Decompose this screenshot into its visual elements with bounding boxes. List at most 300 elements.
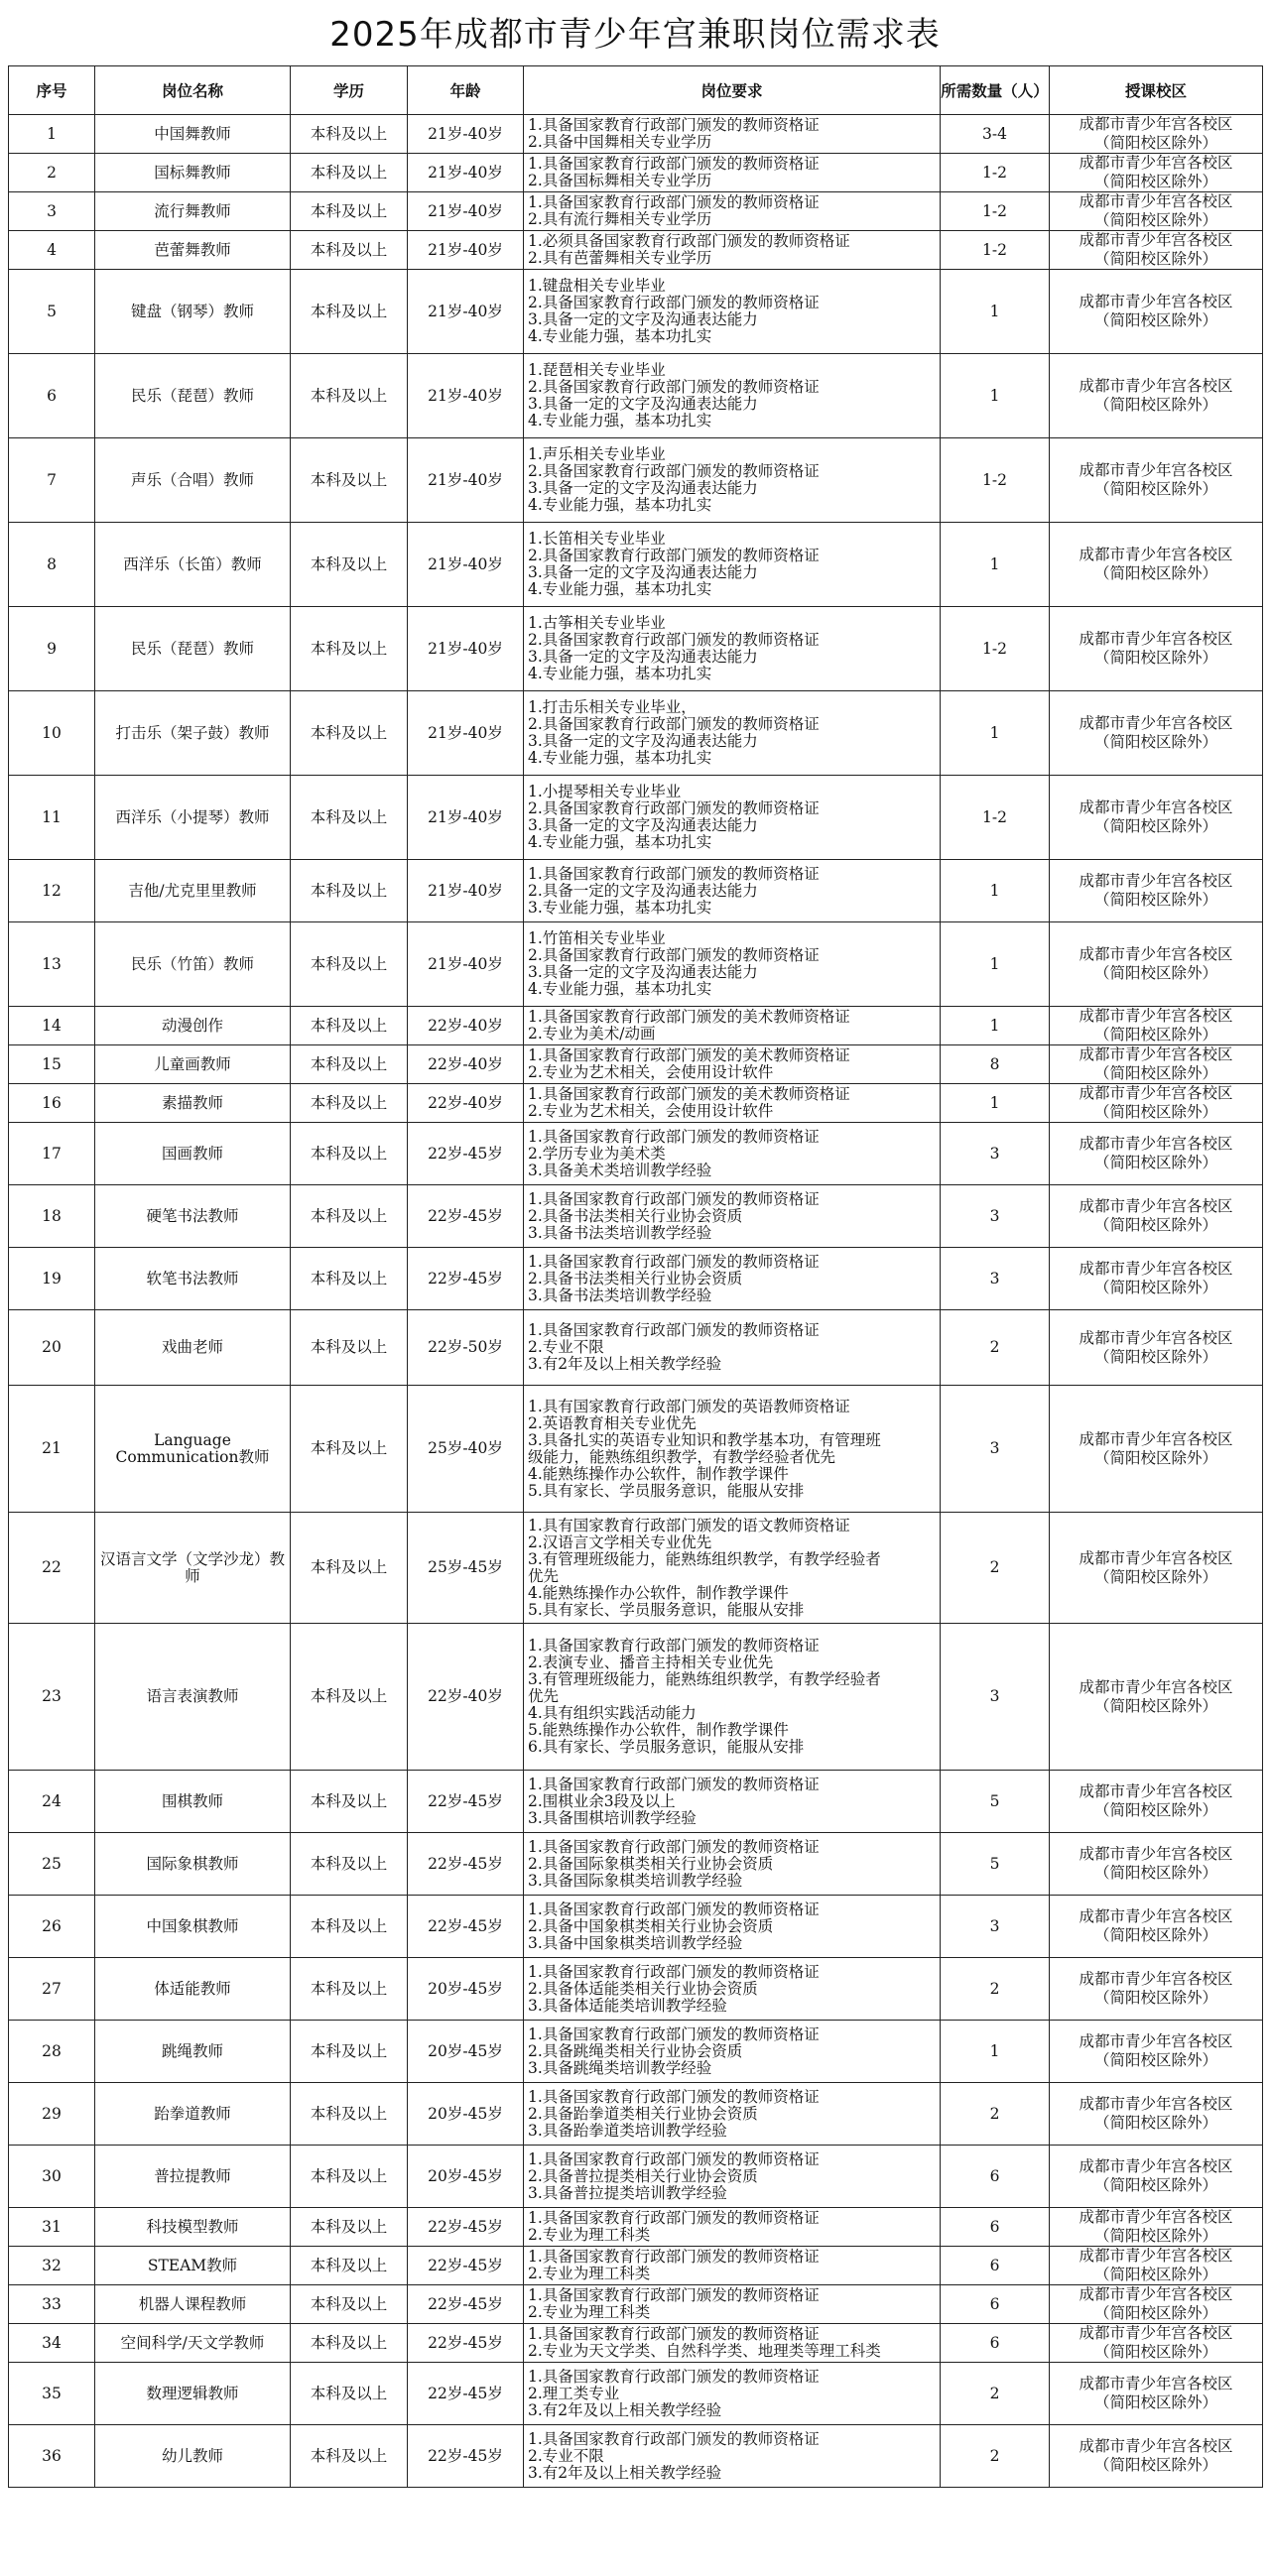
headcount: 3	[941, 1386, 1050, 1513]
table-row	[9, 2363, 1263, 2425]
headcount: 2	[941, 2083, 1050, 2146]
table-row	[9, 2146, 1263, 2208]
education-level: 本科及以上	[291, 2083, 408, 2146]
campus-cell	[1050, 270, 1263, 354]
requirement-line: 1.具备国家教育行政部门颁发的教师资格证	[528, 2429, 820, 2448]
requirements-cell	[524, 1045, 941, 1084]
requirement-line: 1.具备国家教育行政部门颁发的教师资格证	[528, 2149, 820, 2168]
education-level: 本科及以上	[291, 2146, 408, 2208]
education-level: 本科及以上	[291, 1007, 408, 1045]
requirement-line: 2.具备国际象棋类相关行业协会资质	[528, 1854, 774, 1873]
headcount: 1-2	[941, 776, 1050, 860]
campus-cell	[1050, 1513, 1263, 1624]
headcount: 5	[941, 1833, 1050, 1896]
requirements-cell	[524, 2425, 941, 2488]
requirement-line: 1.具备国家教育行政部门颁发的教师资格证	[528, 864, 820, 883]
position-name: 流行舞教师	[95, 192, 291, 231]
requirement-line: 2.专业为美术/动画	[528, 1025, 656, 1043]
campus-line: 成都市青少年宫各校区	[1079, 2285, 1233, 2303]
education-level: 本科及以上	[291, 192, 408, 231]
campus-cell	[1050, 115, 1263, 154]
position-name: 机器人课程教师	[95, 2285, 291, 2324]
campus-line: 成都市青少年宫各校区	[1079, 546, 1233, 563]
table-row	[9, 115, 1263, 154]
campus-cell	[1050, 231, 1263, 270]
table-row	[9, 2208, 1263, 2247]
campus-line: （简阳校区除外）	[1093, 1154, 1217, 1171]
table-row	[9, 1513, 1263, 1624]
education-level: 本科及以上	[291, 2021, 408, 2083]
requirement-line: 4.专业能力强，基本功扎实	[528, 580, 712, 598]
table-row	[9, 1833, 1263, 1896]
campus-cell	[1050, 1833, 1263, 1896]
requirement-line: 1.具备国家教育行政部门颁发的教师资格证	[528, 1127, 820, 1146]
campus-cell	[1050, 2247, 1263, 2285]
table-row	[9, 1084, 1263, 1123]
requirement-line: 3.有2年及以上相关教学经验	[528, 1355, 722, 1373]
campus-line: 成都市青少年宫各校区	[1079, 293, 1233, 310]
position-name: 汉语言文学（文学沙龙）教师	[95, 1513, 291, 1624]
row-number: 35	[9, 2363, 95, 2425]
education-level: 本科及以上	[291, 231, 408, 270]
row-number: 19	[9, 1248, 95, 1310]
campus-line: （简阳校区除外）	[1093, 2393, 1217, 2411]
age-range: 21岁-40岁	[408, 192, 524, 231]
row-number: 3	[9, 192, 95, 231]
requirement-line: 4.能熟练操作办公软件，制作教学课件	[528, 1464, 789, 1483]
campus-line: （简阳校区除外）	[1093, 1279, 1217, 1296]
requirement-line: 3.具备一定的文字及沟通表达能力	[528, 816, 758, 834]
age-range: 25岁-45岁	[408, 1513, 524, 1624]
requirements-cell	[524, 2083, 941, 2146]
education-level: 本科及以上	[291, 115, 408, 154]
campus-line: 成都市青少年宫各校区	[1079, 1197, 1233, 1215]
campus-line: 成都市青少年宫各校区	[1079, 377, 1233, 395]
position-name: 西洋乐（长笛）教师	[95, 523, 291, 607]
campus-line: （简阳校区除外）	[1093, 2176, 1217, 2194]
age-range: 22岁-45岁	[408, 1123, 524, 1185]
campus-cell	[1050, 1958, 1263, 2021]
campus-cell	[1050, 2285, 1263, 2324]
requirements-cell	[524, 2363, 941, 2425]
row-number: 9	[9, 607, 95, 691]
table-row	[9, 860, 1263, 922]
row-number: 20	[9, 1310, 95, 1386]
requirements-cell	[524, 1624, 941, 1771]
campus-line: （简阳校区除外）	[1093, 1989, 1217, 2007]
requirement-line: 5.具有家长、学员服务意识，能服从安排	[528, 1481, 805, 1500]
campus-cell	[1050, 776, 1263, 860]
requirement-line: 3.具备扎实的英语专业知识和教学基本功，有管理班	[528, 1430, 881, 1449]
campus-cell	[1050, 523, 1263, 607]
requirement-line: 1.声乐相关专业毕业	[528, 445, 666, 463]
campus-line: （简阳校区除外）	[1093, 564, 1217, 582]
requirement-line: 3.具备一定的文字及沟通表达能力	[528, 563, 758, 581]
table-row	[9, 1045, 1263, 1084]
requirement-line: 4.具有组织实践活动能力	[528, 1704, 697, 1722]
requirement-line: 1.竹笛相关专业毕业	[528, 929, 666, 947]
requirement-line: 1.古筝相关专业毕业	[528, 614, 666, 632]
campus-line: 成都市青少年宫各校区	[1079, 1782, 1233, 1800]
requirements-cell	[524, 860, 941, 922]
age-range: 22岁-50岁	[408, 1310, 524, 1386]
requirement-line: 1.具备国家教育行政部门颁发的教师资格证	[528, 1775, 820, 1793]
table-row	[9, 192, 1263, 231]
campus-line: （简阳校区除外）	[1093, 733, 1217, 751]
requirement-line: 3.具备体适能类培训教学经验	[528, 1996, 727, 2015]
age-range: 21岁-40岁	[408, 922, 524, 1007]
row-number: 5	[9, 270, 95, 354]
table-row	[9, 154, 1263, 192]
campus-cell	[1050, 2083, 1263, 2146]
campus-line: 成都市青少年宫各校区	[1079, 2095, 1233, 2113]
table-row	[9, 1896, 1263, 1958]
headcount: 1-2	[941, 607, 1050, 691]
campus-line: （简阳校区除外）	[1093, 1567, 1217, 1586]
headcount: 6	[941, 2324, 1050, 2363]
requirement-line: 1.键盘相关专业毕业	[528, 277, 666, 295]
row-number: 26	[9, 1896, 95, 1958]
position-name: 素描教师	[95, 1084, 291, 1123]
requirements-cell	[524, 691, 941, 776]
age-range: 22岁-40岁	[408, 1084, 524, 1123]
age-range: 22岁-45岁	[408, 2324, 524, 2363]
campus-line: 成都市青少年宫各校区	[1079, 1907, 1233, 1925]
age-range: 22岁-45岁	[408, 1833, 524, 1896]
table-row	[9, 2425, 1263, 2488]
campus-line: 成都市青少年宫各校区	[1079, 154, 1233, 172]
requirement-line: 2.具备中国舞相关专业学历	[528, 133, 712, 151]
requirement-line: 2.汉语言文学相关专业优先	[528, 1533, 712, 1551]
campus-cell	[1050, 1248, 1263, 1310]
campus-line: 成都市青少年宫各校区	[1079, 2032, 1233, 2050]
campus-cell	[1050, 1624, 1263, 1771]
age-range: 22岁-40岁	[408, 1624, 524, 1771]
requirement-line: 2.具备普拉提类相关行业协会资质	[528, 2166, 758, 2185]
position-name: 芭蕾舞教师	[95, 231, 291, 270]
campus-line: 成都市青少年宫各校区	[1079, 2157, 1233, 2175]
position-name: 西洋乐（小提琴）教师	[95, 776, 291, 860]
education-level: 本科及以上	[291, 922, 408, 1007]
row-number: 25	[9, 1833, 95, 1896]
campus-line: （简阳校区除外）	[1093, 1696, 1217, 1715]
row-number: 16	[9, 1084, 95, 1123]
headcount: 2	[941, 2363, 1050, 2425]
requirement-line: 3.具备一定的文字及沟通表达能力	[528, 732, 758, 750]
requirements-cell	[524, 192, 941, 231]
campus-line: 成都市青少年宫各校区	[1079, 115, 1233, 133]
education-level: 本科及以上	[291, 1185, 408, 1248]
headcount: 3	[941, 1896, 1050, 1958]
requirement-line: 3.具备围棋培训教学经验	[528, 1808, 697, 1827]
education-level: 本科及以上	[291, 1386, 408, 1513]
campus-line: 成都市青少年宫各校区	[1079, 714, 1233, 732]
requirement-line: 2.具备国家教育行政部门颁发的教师资格证	[528, 946, 820, 964]
age-range: 25岁-40岁	[408, 1386, 524, 1513]
campus-line: 成都市青少年宫各校区	[1079, 2375, 1233, 2392]
requirement-line: 2.具备国家教育行政部门颁发的教师资格证	[528, 547, 820, 564]
campus-line: （简阳校区除外）	[1093, 1926, 1217, 1944]
campus-cell	[1050, 691, 1263, 776]
age-range: 22岁-45岁	[408, 1896, 524, 1958]
requirement-line: 1.具备国家教育行政部门颁发的美术教师资格证	[528, 1046, 850, 1064]
position-name: 国画教师	[95, 1123, 291, 1185]
requirement-line: 3.具备书法类培训教学经验	[528, 1286, 712, 1304]
requirement-line: 2.具备跆拳道类相关行业协会资质	[528, 2104, 758, 2123]
headcount: 1-2	[941, 438, 1050, 523]
requirement-line: 2.专业不限	[528, 2446, 604, 2465]
education-level: 本科及以上	[291, 2208, 408, 2247]
table-row	[9, 1007, 1263, 1045]
campus-cell	[1050, 922, 1263, 1007]
headcount: 8	[941, 1045, 1050, 1084]
headcount: 1	[941, 270, 1050, 354]
requirement-line: 1.具备国家教育行政部门颁发的教师资格证	[528, 1321, 820, 1339]
requirement-line: 4.专业能力强，基本功扎实	[528, 749, 712, 767]
education-level: 本科及以上	[291, 1248, 408, 1310]
requirement-line: 4.专业能力强，基本功扎实	[528, 496, 712, 514]
campus-line: （简阳校区除外）	[1093, 1216, 1217, 1234]
campus-line: 成都市青少年宫各校区	[1079, 461, 1233, 479]
header-count: 所需数量（人）	[941, 66, 1050, 115]
requirement-line: 4.专业能力强，基本功扎实	[528, 327, 712, 345]
row-number: 14	[9, 1007, 95, 1045]
campus-line: （简阳校区除外）	[1093, 1064, 1217, 1082]
campus-line: （简阳校区除外）	[1093, 250, 1217, 268]
age-range: 22岁-45岁	[408, 2285, 524, 2324]
requirement-line: 3.具备跆拳道类培训教学经验	[528, 2121, 727, 2140]
position-name: 键盘（钢琴）教师	[95, 270, 291, 354]
row-number: 17	[9, 1123, 95, 1185]
job-requirements-table	[8, 65, 1263, 2488]
requirement-line: 3.具备一定的文字及沟通表达能力	[528, 310, 758, 328]
requirement-line: 3.专业能力强，基本功扎实	[528, 898, 712, 917]
table-row	[9, 2083, 1263, 2146]
headcount: 1	[941, 1084, 1050, 1123]
row-number: 27	[9, 1958, 95, 2021]
requirements-cell	[524, 1007, 941, 1045]
requirements-cell	[524, 1958, 941, 2021]
requirement-line: 2.具备书法类相关行业协会资质	[528, 1269, 743, 1288]
campus-line: 成都市青少年宫各校区	[1079, 1260, 1233, 1278]
row-number: 32	[9, 2247, 95, 2285]
campus-cell	[1050, 2425, 1263, 2488]
requirements-cell	[524, 1386, 941, 1513]
requirement-line: 3.具备中国象棋类培训教学经验	[528, 1933, 743, 1952]
requirement-line: 2.专业为艺术相关，会使用设计软件	[528, 1102, 774, 1120]
requirements-cell	[524, 1310, 941, 1386]
education-level: 本科及以上	[291, 691, 408, 776]
row-number: 13	[9, 922, 95, 1007]
requirement-line: 5.具有家长、学员服务意识，能服从安排	[528, 1600, 805, 1619]
age-range: 22岁-45岁	[408, 2425, 524, 2488]
education-level: 本科及以上	[291, 607, 408, 691]
position-name: 语言表演教师	[95, 1624, 291, 1771]
age-range: 22岁-40岁	[408, 1007, 524, 1045]
requirement-line: 1.具备国家教育行政部门颁发的教师资格证	[528, 1252, 820, 1271]
requirement-line: 1.具备国家教育行政部门颁发的教师资格证	[528, 155, 820, 173]
position-name: 戏曲老师	[95, 1310, 291, 1386]
requirement-line: 2.英语教育相关专业优先	[528, 1413, 697, 1432]
education-level: 本科及以上	[291, 2363, 408, 2425]
table-row	[9, 1310, 1263, 1386]
campus-line: 成都市青少年宫各校区	[1079, 192, 1233, 210]
position-name: 空间科学/天文学教师	[95, 2324, 291, 2363]
requirement-line: 1.具备国家教育行政部门颁发的美术教师资格证	[528, 1008, 850, 1026]
campus-cell	[1050, 438, 1263, 523]
age-range: 21岁-40岁	[408, 354, 524, 438]
campus-line: （简阳校区除外）	[1093, 817, 1217, 835]
requirement-line: 3.具备一定的文字及沟通表达能力	[528, 395, 758, 413]
requirement-line: 1.具备国家教育行政部门颁发的教师资格证	[528, 1962, 820, 1981]
requirements-cell	[524, 1771, 941, 1833]
requirement-line: 1.具备国家教育行政部门颁发的教师资格证	[528, 2367, 820, 2386]
requirement-line: 2.具备跳绳类相关行业协会资质	[528, 2041, 743, 2060]
education-level: 本科及以上	[291, 523, 408, 607]
table-header-row	[9, 66, 1263, 115]
table-row	[9, 1248, 1263, 1310]
campus-line: 成都市青少年宫各校区	[1079, 945, 1233, 963]
position-name: 吉他/尤克里里教师	[95, 860, 291, 922]
requirement-line: 2.专业为理工科类	[528, 2265, 651, 2282]
position-name: 围棋教师	[95, 1771, 291, 1833]
requirement-line: 3.具备一定的文字及沟通表达能力	[528, 648, 758, 666]
requirement-line: 4.能熟练操作办公软件，制作教学课件	[528, 1583, 789, 1602]
age-range: 22岁-40岁	[408, 1045, 524, 1084]
row-number: 36	[9, 2425, 95, 2488]
campus-line: （简阳校区除外）	[1093, 891, 1217, 909]
table-row	[9, 607, 1263, 691]
requirements-cell	[524, 2021, 941, 2083]
row-number: 11	[9, 776, 95, 860]
table-row	[9, 1958, 1263, 2021]
requirement-line: 1.具备国家教育行政部门颁发的教师资格证	[528, 2087, 820, 2106]
position-name: 幼儿教师	[95, 2425, 291, 2488]
requirement-line: 1.具备国家教育行政部门颁发的美术教师资格证	[528, 1085, 850, 1103]
row-number: 31	[9, 2208, 95, 2247]
requirements-cell	[524, 2247, 941, 2285]
row-number: 23	[9, 1624, 95, 1771]
requirement-line: 3.具备美术类培训教学经验	[528, 1161, 712, 1179]
headcount: 1	[941, 354, 1050, 438]
requirements-cell	[524, 2324, 941, 2363]
age-range: 22岁-45岁	[408, 2247, 524, 2285]
campus-cell	[1050, 1386, 1263, 1513]
campus-cell	[1050, 1771, 1263, 1833]
requirements-cell	[524, 1833, 941, 1896]
requirements-cell	[524, 354, 941, 438]
headcount: 1	[941, 1007, 1050, 1045]
headcount: 3	[941, 1123, 1050, 1185]
requirement-line: 2.具备国家教育行政部门颁发的教师资格证	[528, 799, 820, 817]
requirement-line: 1.具备国家教育行政部门颁发的教师资格证	[528, 1900, 820, 1918]
education-level: 本科及以上	[291, 438, 408, 523]
education-level: 本科及以上	[291, 354, 408, 438]
requirement-line: 2.具备体适能类相关行业协会资质	[528, 1979, 758, 1998]
campus-line: （简阳校区除外）	[1093, 1801, 1217, 1819]
position-name: 普拉提教师	[95, 2146, 291, 2208]
requirements-cell	[524, 115, 941, 154]
headcount: 2	[941, 2425, 1050, 2488]
age-range: 21岁-40岁	[408, 860, 524, 922]
position-name: 跆拳道教师	[95, 2083, 291, 2146]
requirement-line: 5.能熟练操作办公软件，制作教学课件	[528, 1721, 789, 1739]
education-level: 本科及以上	[291, 1084, 408, 1123]
campus-line: （简阳校区除外）	[1093, 2343, 1217, 2361]
campus-line: 成都市青少年宫各校区	[1079, 1845, 1233, 1863]
education-level: 本科及以上	[291, 154, 408, 192]
requirement-line: 1.具备国家教育行政部门颁发的教师资格证	[528, 116, 820, 134]
campus-line: （简阳校区除外）	[1093, 480, 1217, 498]
age-range: 20岁-45岁	[408, 2021, 524, 2083]
campus-line: （简阳校区除外）	[1093, 211, 1217, 229]
table-row	[9, 2247, 1263, 2285]
requirement-line: 优先	[528, 1687, 560, 1705]
requirement-line: 1.具备国家教育行政部门颁发的教师资格证	[528, 193, 820, 211]
requirement-line: 1.打击乐相关专业毕业，	[528, 698, 697, 716]
requirement-line: 2.专业不限	[528, 1338, 604, 1356]
requirement-line: 1.具备国家教育行政部门颁发的教师资格证	[528, 2325, 820, 2343]
position-name: 跳绳教师	[95, 2021, 291, 2083]
headcount: 5	[941, 1771, 1050, 1833]
headcount: 3	[941, 1248, 1050, 1310]
requirements-cell	[524, 231, 941, 270]
headcount: 6	[941, 2285, 1050, 2324]
campus-line: 成都市青少年宫各校区	[1079, 1007, 1233, 1025]
requirements-cell	[524, 154, 941, 192]
requirement-line: 3.具备普拉提类培训教学经验	[528, 2183, 727, 2202]
requirements-cell	[524, 1513, 941, 1624]
requirement-line: 1.具备国家教育行政部门颁发的教师资格证	[528, 2024, 820, 2043]
campus-line: （简阳校区除外）	[1093, 964, 1217, 982]
row-number: 7	[9, 438, 95, 523]
row-number: 18	[9, 1185, 95, 1248]
campus-cell	[1050, 2208, 1263, 2247]
campus-line: （简阳校区除外）	[1093, 2266, 1217, 2283]
position-name: 体适能教师	[95, 1958, 291, 2021]
campus-line: 成都市青少年宫各校区	[1079, 2437, 1233, 2455]
requirement-line: 1.具备国家教育行政部门颁发的教师资格证	[528, 1837, 820, 1856]
education-level: 本科及以上	[291, 1310, 408, 1386]
requirement-line: 1.具有国家教育行政部门颁发的英语教师资格证	[528, 1397, 850, 1415]
campus-line: （简阳校区除外）	[1093, 2051, 1217, 2069]
requirements-cell	[524, 1084, 941, 1123]
campus-line: （简阳校区除外）	[1093, 2227, 1217, 2245]
table-row	[9, 1123, 1263, 1185]
age-range: 20岁-45岁	[408, 2083, 524, 2146]
row-number: 1	[9, 115, 95, 154]
headcount: 3	[941, 1624, 1050, 1771]
campus-cell	[1050, 2324, 1263, 2363]
campus-line: （简阳校区除外）	[1093, 311, 1217, 329]
campus-line: 成都市青少年宫各校区	[1079, 798, 1233, 816]
education-level: 本科及以上	[291, 860, 408, 922]
education-level: 本科及以上	[291, 2285, 408, 2324]
requirement-line: 2.具备一定的文字及沟通表达能力	[528, 881, 758, 900]
campus-line: 成都市青少年宫各校区	[1079, 1135, 1233, 1153]
age-range: 22岁-45岁	[408, 2208, 524, 2247]
requirement-line: 2.专业为天文学类、自然科学类、地理类等理工科类	[528, 2342, 881, 2360]
requirement-line: 3.有2年及以上相关教学经验	[528, 2463, 722, 2482]
requirement-line: 1.必须具备国家教育行政部门颁发的教师资格证	[528, 232, 850, 250]
position-name: 声乐（合唱）教师	[95, 438, 291, 523]
headcount: 2	[941, 1310, 1050, 1386]
campus-cell	[1050, 354, 1263, 438]
headcount: 1-2	[941, 154, 1050, 192]
row-number: 22	[9, 1513, 95, 1624]
position-name: 国际象棋教师	[95, 1833, 291, 1896]
requirement-line: 1.具备国家教育行政部门颁发的教师资格证	[528, 2286, 820, 2304]
